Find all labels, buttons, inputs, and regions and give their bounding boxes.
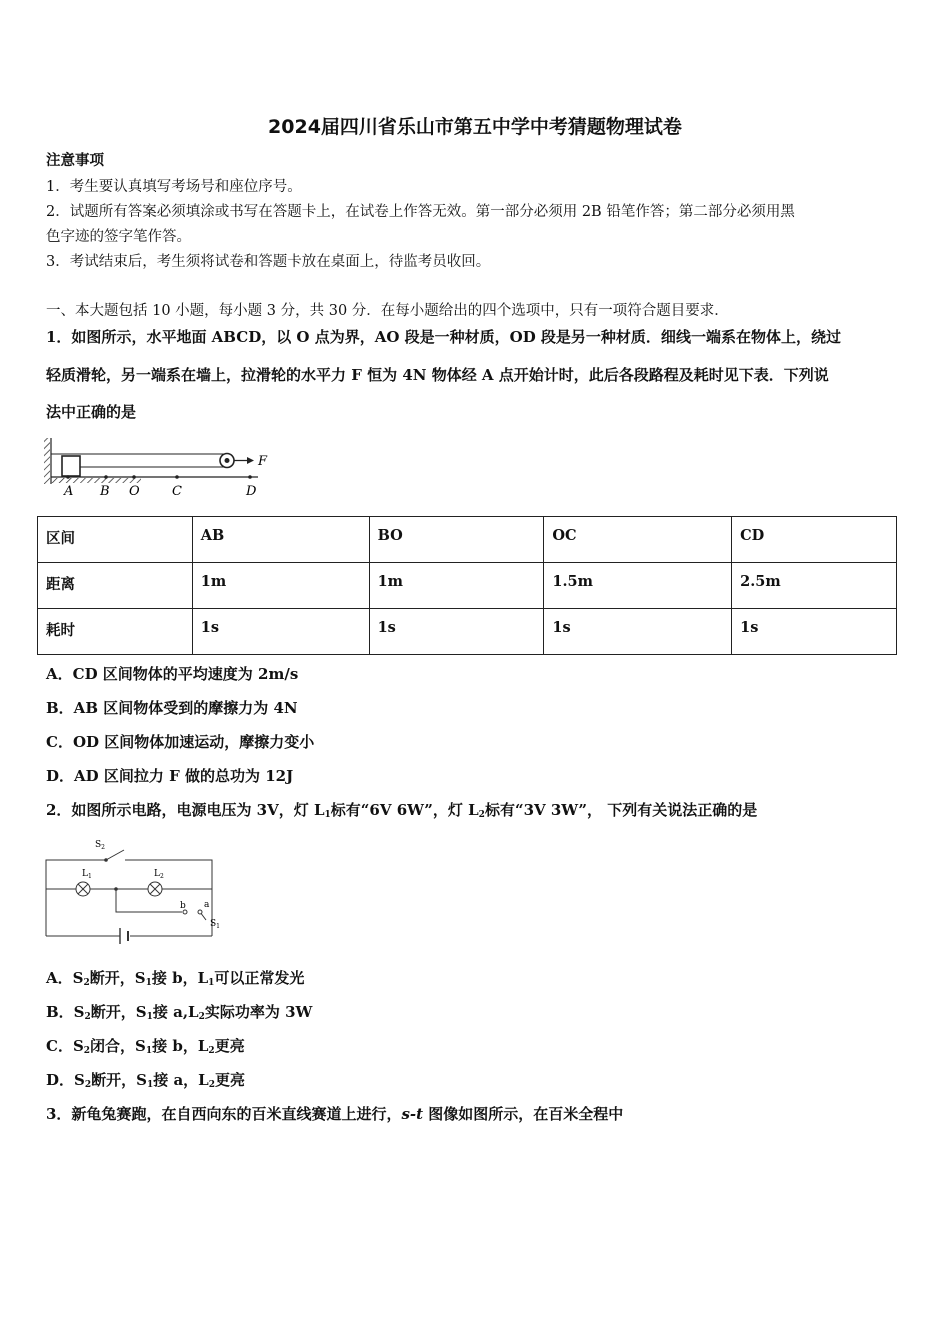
notice-item-1: 1．考生要认真填写考场号和座位序号。 bbox=[46, 179, 302, 195]
table-row bbox=[38, 517, 897, 563]
label-b: b bbox=[180, 901, 186, 911]
table-row bbox=[38, 609, 897, 655]
table-row bbox=[38, 563, 897, 609]
table-cell: 耗时 bbox=[38, 609, 193, 655]
wall bbox=[44, 438, 50, 484]
q1-option-c: C．OD 区间物体加速运动，摩擦力变小 bbox=[46, 733, 315, 751]
q1-data-table bbox=[37, 516, 897, 655]
q2-option-b: B．$S_2$断开，$S_1$接 $a,L_2$实际功率为 3W bbox=[46, 1003, 313, 1022]
label-l2: $L_2$ bbox=[154, 869, 164, 880]
table-cell: CD bbox=[732, 517, 897, 563]
notice-item-3: 3．考试结束后，考生须将试卷和答题卡放在桌面上，待监考员收回。 bbox=[46, 254, 491, 270]
q2-option-a: A．$S_2$断开，$S_1$接 b，$L_1$可以正常发光 bbox=[46, 969, 305, 988]
notice-item-2-cont: 色字迹的签字笔作答。 bbox=[46, 229, 191, 245]
table-cell: AB bbox=[192, 517, 369, 563]
table-cell: 区间 bbox=[38, 517, 193, 563]
table-cell: OC bbox=[544, 517, 732, 563]
point-label-C: C bbox=[172, 484, 182, 499]
table-cell: 1m bbox=[369, 563, 544, 609]
q2-stem: 2．如图所示电路，电源电压为 3V，灯 $L_1$标有“6V 6W”，灯 $L_2$标有“3V 3W”， 下列有关说法正确的是 bbox=[46, 801, 758, 820]
q1-option-b: B．AB 区间物体受到的摩擦力为 4N bbox=[46, 699, 298, 717]
table-cell: 1s bbox=[369, 609, 544, 655]
switch-s2 bbox=[106, 850, 124, 860]
point-label-D: D bbox=[246, 484, 257, 499]
page-title: 2024届四川省乐山市第五中学中考猜题物理试卷 bbox=[268, 116, 682, 138]
label-s1: $S_1$ bbox=[210, 919, 220, 930]
table-cell: 1.5m bbox=[544, 563, 732, 609]
q1-figure bbox=[44, 434, 284, 500]
q1-option-d: D．AD 区间拉力 F 做的总功为 12J bbox=[46, 767, 294, 785]
q1-stem-line-1: 1．如图所示，水平地面 ABCD，以 O 点为界，AO 段是一种材质，OD 段是另一种材质．细线一端系在物体上，绕过 bbox=[46, 328, 841, 346]
force-label: F bbox=[258, 454, 268, 469]
table-cell: 1s bbox=[544, 609, 732, 655]
point-label-O: O bbox=[129, 484, 140, 499]
table-cell: 1m bbox=[192, 563, 369, 609]
q2-option-c: C．$S_2$闭合，$S_1$接 b，$L_2$更亮 bbox=[46, 1037, 245, 1056]
point-label-B: B bbox=[100, 484, 110, 499]
block bbox=[62, 456, 80, 476]
table-cell: 1s bbox=[192, 609, 369, 655]
table-cell: 2.5m bbox=[732, 563, 897, 609]
ground-hatch bbox=[51, 478, 141, 483]
q1-stem-line-3: 法中正确的是 bbox=[46, 403, 137, 421]
table-cell: BO bbox=[369, 517, 544, 563]
section-heading: 一、本大题包括 10 小题，每小题 3 分，共 30 分．在每小题给出的四个选项中，只有一项符合题目要求． bbox=[46, 303, 729, 319]
label-a: a bbox=[204, 900, 210, 910]
q2-option-d: D．$S_2$断开，$S_1$接 a，$L_2$更亮 bbox=[46, 1071, 245, 1090]
table-cell: 1s bbox=[732, 609, 897, 655]
q1-stem-line-2: 轻质滑轮，另一端系在墙上，拉滑轮的水平力 F 恒为 4N 物体经 A 点开始计时，此后各段路程及耗时见下表．下列说 bbox=[46, 366, 829, 384]
q2-circuit-figure bbox=[40, 832, 230, 950]
label-s2: $S_2$ bbox=[95, 840, 105, 851]
label-l1: $L_1$ bbox=[82, 869, 92, 880]
notice-item-2: 2．试题所有答案必须填涂或书写在答题卡上，在试卷上作答无效。第一部分必须用 2B 铅笔作答；第二部分必须用黑 bbox=[46, 204, 795, 220]
q3-stem: 3．新龟兔赛跑，在自西向东的百米直线赛道上进行，s-t 图像如图所示，在百米全程中 bbox=[46, 1105, 624, 1123]
q1-option-a: A．CD 区间物体的平均速度为 2m/s bbox=[46, 665, 299, 683]
point-label-A: A bbox=[64, 484, 74, 499]
notice-heading: 注意事项 bbox=[46, 152, 104, 169]
table-cell: 距离 bbox=[38, 563, 193, 609]
